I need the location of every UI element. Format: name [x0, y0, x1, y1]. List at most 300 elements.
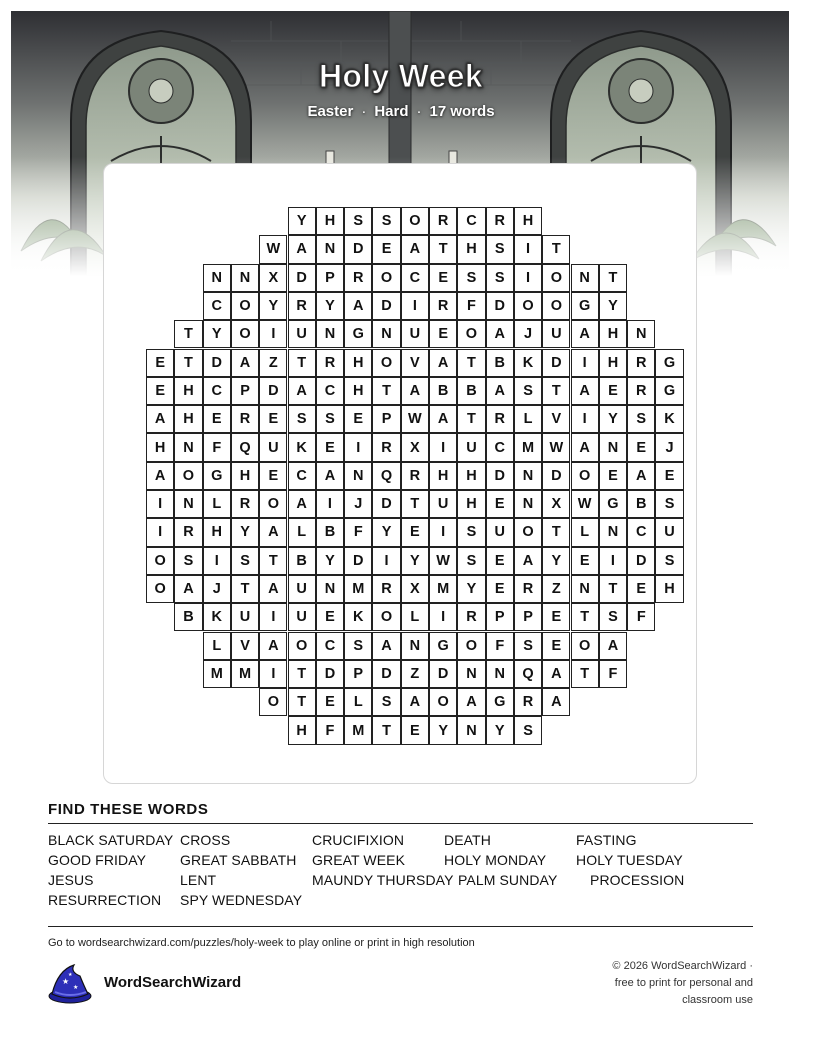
- grid-cell[interactable]: I: [401, 292, 429, 320]
- grid-cell[interactable]: S: [372, 207, 400, 235]
- grid-cell[interactable]: I: [429, 518, 457, 546]
- grid-cell[interactable]: N: [571, 264, 599, 292]
- grid-cell[interactable]: Y: [203, 320, 231, 348]
- grid-cell[interactable]: X: [401, 433, 429, 461]
- grid-cell[interactable]: K: [203, 603, 231, 631]
- grid-cell[interactable]: S: [655, 490, 683, 518]
- grid-cell[interactable]: D: [542, 462, 570, 490]
- grid-cell[interactable]: O: [146, 547, 174, 575]
- grid-cell[interactable]: V: [542, 405, 570, 433]
- grid-cell[interactable]: I: [259, 660, 287, 688]
- grid-cell[interactable]: W: [259, 235, 287, 263]
- grid-cell[interactable]: U: [655, 518, 683, 546]
- grid-cell[interactable]: U: [429, 490, 457, 518]
- grid-cell[interactable]: N: [316, 320, 344, 348]
- grid-cell[interactable]: C: [457, 207, 485, 235]
- grid-cell[interactable]: T: [542, 377, 570, 405]
- grid-cell[interactable]: A: [316, 462, 344, 490]
- grid-cell[interactable]: H: [457, 490, 485, 518]
- grid-cell[interactable]: O: [429, 688, 457, 716]
- grid-cell[interactable]: C: [486, 433, 514, 461]
- grid-cell[interactable]: H: [203, 518, 231, 546]
- grid-cell[interactable]: U: [288, 320, 316, 348]
- grid-cell[interactable]: Q: [231, 433, 259, 461]
- grid-cell[interactable]: A: [486, 377, 514, 405]
- grid-cell[interactable]: N: [231, 264, 259, 292]
- grid-cell[interactable]: I: [429, 603, 457, 631]
- grid-cell[interactable]: J: [514, 320, 542, 348]
- grid-cell[interactable]: W: [429, 547, 457, 575]
- grid-cell[interactable]: R: [486, 405, 514, 433]
- grid-cell[interactable]: O: [457, 632, 485, 660]
- grid-cell[interactable]: A: [571, 433, 599, 461]
- grid-cell[interactable]: I: [514, 235, 542, 263]
- grid-cell[interactable]: T: [429, 235, 457, 263]
- grid-cell[interactable]: H: [599, 320, 627, 348]
- grid-cell[interactable]: U: [288, 575, 316, 603]
- grid-cell[interactable]: A: [429, 349, 457, 377]
- grid-cell[interactable]: M: [344, 716, 372, 744]
- grid-cell[interactable]: E: [344, 405, 372, 433]
- grid-cell[interactable]: S: [457, 264, 485, 292]
- grid-cell[interactable]: L: [344, 688, 372, 716]
- grid-cell[interactable]: D: [486, 292, 514, 320]
- grid-cell[interactable]: R: [401, 462, 429, 490]
- grid-cell[interactable]: Y: [599, 292, 627, 320]
- grid-cell[interactable]: B: [457, 377, 485, 405]
- grid-cell[interactable]: H: [457, 462, 485, 490]
- grid-cell[interactable]: O: [288, 632, 316, 660]
- grid-cell[interactable]: T: [542, 235, 570, 263]
- grid-cell[interactable]: O: [542, 292, 570, 320]
- grid-cell[interactable]: B: [174, 603, 202, 631]
- grid-cell[interactable]: W: [401, 405, 429, 433]
- grid-cell[interactable]: S: [655, 547, 683, 575]
- grid-cell[interactable]: N: [514, 462, 542, 490]
- grid-cell[interactable]: S: [288, 405, 316, 433]
- grid-cell[interactable]: I: [429, 433, 457, 461]
- grid-cell[interactable]: Y: [457, 575, 485, 603]
- grid-cell[interactable]: R: [627, 349, 655, 377]
- grid-cell[interactable]: Z: [401, 660, 429, 688]
- grid-cell[interactable]: O: [146, 575, 174, 603]
- grid-cell[interactable]: T: [174, 349, 202, 377]
- grid-cell[interactable]: T: [457, 405, 485, 433]
- grid-cell[interactable]: D: [542, 349, 570, 377]
- grid-cell[interactable]: R: [457, 603, 485, 631]
- grid-cell[interactable]: T: [288, 688, 316, 716]
- grid-cell[interactable]: S: [514, 632, 542, 660]
- grid-cell[interactable]: L: [203, 632, 231, 660]
- grid-cell[interactable]: E: [372, 235, 400, 263]
- grid-cell[interactable]: V: [401, 349, 429, 377]
- grid-cell[interactable]: F: [486, 632, 514, 660]
- grid-cell[interactable]: S: [174, 547, 202, 575]
- grid-cell[interactable]: U: [401, 320, 429, 348]
- grid-cell[interactable]: Q: [372, 462, 400, 490]
- grid-cell[interactable]: N: [457, 716, 485, 744]
- grid-cell[interactable]: A: [288, 377, 316, 405]
- grid-cell[interactable]: P: [372, 405, 400, 433]
- grid-cell[interactable]: I: [571, 405, 599, 433]
- grid-cell[interactable]: E: [486, 547, 514, 575]
- grid-cell[interactable]: Y: [316, 292, 344, 320]
- grid-cell[interactable]: E: [542, 603, 570, 631]
- grid-cell[interactable]: W: [571, 490, 599, 518]
- grid-cell[interactable]: H: [655, 575, 683, 603]
- grid-cell[interactable]: L: [288, 518, 316, 546]
- grid-cell[interactable]: F: [627, 603, 655, 631]
- grid-cell[interactable]: L: [203, 490, 231, 518]
- grid-cell[interactable]: B: [486, 349, 514, 377]
- grid-cell[interactable]: Y: [259, 292, 287, 320]
- grid-cell[interactable]: A: [457, 688, 485, 716]
- grid-cell[interactable]: Y: [316, 547, 344, 575]
- grid-cell[interactable]: E: [429, 264, 457, 292]
- grid-cell[interactable]: S: [486, 235, 514, 263]
- grid-cell[interactable]: H: [344, 377, 372, 405]
- grid-cell[interactable]: S: [627, 405, 655, 433]
- grid-cell[interactable]: A: [146, 462, 174, 490]
- grid-cell[interactable]: G: [429, 632, 457, 660]
- grid-cell[interactable]: A: [627, 462, 655, 490]
- grid-cell[interactable]: A: [571, 320, 599, 348]
- grid-cell[interactable]: B: [288, 547, 316, 575]
- grid-cell[interactable]: A: [174, 575, 202, 603]
- grid-cell[interactable]: S: [457, 547, 485, 575]
- grid-cell[interactable]: A: [259, 632, 287, 660]
- grid-cell[interactable]: I: [599, 547, 627, 575]
- grid-cell[interactable]: R: [372, 433, 400, 461]
- grid-cell[interactable]: N: [571, 575, 599, 603]
- grid-cell[interactable]: Y: [599, 405, 627, 433]
- grid-cell[interactable]: T: [259, 547, 287, 575]
- grid-cell[interactable]: G: [344, 320, 372, 348]
- grid-cell[interactable]: E: [259, 462, 287, 490]
- grid-cell[interactable]: C: [316, 632, 344, 660]
- grid-cell[interactable]: K: [288, 433, 316, 461]
- grid-cell[interactable]: F: [316, 716, 344, 744]
- grid-cell[interactable]: N: [316, 575, 344, 603]
- grid-cell[interactable]: R: [344, 264, 372, 292]
- grid-cell[interactable]: T: [542, 518, 570, 546]
- grid-cell[interactable]: F: [203, 433, 231, 461]
- grid-cell[interactable]: A: [429, 405, 457, 433]
- grid-cell[interactable]: O: [571, 632, 599, 660]
- grid-cell[interactable]: O: [571, 462, 599, 490]
- grid-cell[interactable]: T: [599, 575, 627, 603]
- grid-cell[interactable]: H: [316, 207, 344, 235]
- grid-cell[interactable]: E: [316, 603, 344, 631]
- grid-cell[interactable]: Z: [259, 349, 287, 377]
- grid-cell[interactable]: A: [288, 235, 316, 263]
- grid-cell[interactable]: E: [486, 575, 514, 603]
- grid-cell[interactable]: G: [486, 688, 514, 716]
- grid-cell[interactable]: V: [231, 632, 259, 660]
- grid-cell[interactable]: E: [316, 688, 344, 716]
- grid-cell[interactable]: Y: [542, 547, 570, 575]
- grid-cell[interactable]: U: [259, 433, 287, 461]
- grid-cell[interactable]: R: [316, 349, 344, 377]
- grid-cell[interactable]: D: [429, 660, 457, 688]
- grid-cell[interactable]: Y: [372, 518, 400, 546]
- grid-cell[interactable]: H: [174, 377, 202, 405]
- grid-cell[interactable]: O: [259, 490, 287, 518]
- grid-cell[interactable]: D: [486, 462, 514, 490]
- grid-cell[interactable]: O: [372, 264, 400, 292]
- grid-cell[interactable]: R: [231, 405, 259, 433]
- grid-cell[interactable]: U: [486, 518, 514, 546]
- grid-cell[interactable]: E: [401, 518, 429, 546]
- grid-cell[interactable]: G: [599, 490, 627, 518]
- grid-cell[interactable]: D: [372, 660, 400, 688]
- grid-cell[interactable]: F: [599, 660, 627, 688]
- grid-cell[interactable]: A: [288, 490, 316, 518]
- grid-cell[interactable]: H: [231, 462, 259, 490]
- grid-cell[interactable]: H: [514, 207, 542, 235]
- grid-cell[interactable]: R: [514, 575, 542, 603]
- grid-cell[interactable]: K: [514, 349, 542, 377]
- grid-cell[interactable]: E: [146, 349, 174, 377]
- grid-cell[interactable]: T: [288, 349, 316, 377]
- grid-cell[interactable]: H: [174, 405, 202, 433]
- grid-cell[interactable]: A: [344, 292, 372, 320]
- grid-cell[interactable]: S: [457, 518, 485, 546]
- grid-cell[interactable]: D: [316, 660, 344, 688]
- grid-cell[interactable]: N: [203, 264, 231, 292]
- grid-cell[interactable]: B: [429, 377, 457, 405]
- grid-cell[interactable]: S: [316, 405, 344, 433]
- grid-cell[interactable]: L: [514, 405, 542, 433]
- grid-cell[interactable]: R: [372, 575, 400, 603]
- grid-cell[interactable]: S: [514, 716, 542, 744]
- grid-cell[interactable]: N: [174, 433, 202, 461]
- grid-cell[interactable]: O: [174, 462, 202, 490]
- grid-cell[interactable]: R: [486, 207, 514, 235]
- grid-cell[interactable]: N: [316, 235, 344, 263]
- grid-cell[interactable]: O: [514, 518, 542, 546]
- grid-cell[interactable]: P: [344, 660, 372, 688]
- grid-cell[interactable]: T: [231, 575, 259, 603]
- grid-cell[interactable]: A: [401, 688, 429, 716]
- grid-cell[interactable]: G: [203, 462, 231, 490]
- grid-cell[interactable]: R: [514, 688, 542, 716]
- grid-cell[interactable]: X: [542, 490, 570, 518]
- grid-cell[interactable]: U: [542, 320, 570, 348]
- grid-cell[interactable]: E: [203, 405, 231, 433]
- grid-cell[interactable]: M: [231, 660, 259, 688]
- grid-cell[interactable]: K: [344, 603, 372, 631]
- grid-cell[interactable]: H: [288, 716, 316, 744]
- grid-cell[interactable]: S: [344, 632, 372, 660]
- grid-cell[interactable]: E: [571, 547, 599, 575]
- grid-cell[interactable]: I: [259, 603, 287, 631]
- grid-cell[interactable]: Y: [231, 518, 259, 546]
- grid-cell[interactable]: Z: [542, 575, 570, 603]
- grid-cell[interactable]: I: [259, 320, 287, 348]
- grid-cell[interactable]: E: [146, 377, 174, 405]
- grid-cell[interactable]: T: [372, 716, 400, 744]
- grid-cell[interactable]: O: [372, 603, 400, 631]
- grid-cell[interactable]: J: [203, 575, 231, 603]
- grid-cell[interactable]: O: [372, 349, 400, 377]
- grid-cell[interactable]: X: [259, 264, 287, 292]
- grid-cell[interactable]: J: [344, 490, 372, 518]
- grid-cell[interactable]: Y: [401, 547, 429, 575]
- grid-cell[interactable]: C: [627, 518, 655, 546]
- grid-cell[interactable]: E: [542, 632, 570, 660]
- grid-cell[interactable]: A: [514, 547, 542, 575]
- grid-cell[interactable]: T: [174, 320, 202, 348]
- grid-cell[interactable]: O: [259, 688, 287, 716]
- grid-cell[interactable]: O: [231, 320, 259, 348]
- grid-cell[interactable]: E: [599, 462, 627, 490]
- grid-cell[interactable]: E: [316, 433, 344, 461]
- grid-cell[interactable]: Q: [514, 660, 542, 688]
- grid-cell[interactable]: C: [203, 292, 231, 320]
- grid-cell[interactable]: H: [457, 235, 485, 263]
- grid-cell[interactable]: Y: [486, 716, 514, 744]
- grid-cell[interactable]: A: [401, 235, 429, 263]
- grid-cell[interactable]: A: [599, 632, 627, 660]
- grid-cell[interactable]: D: [344, 235, 372, 263]
- grid-cell[interactable]: G: [655, 349, 683, 377]
- grid-cell[interactable]: D: [203, 349, 231, 377]
- grid-cell[interactable]: A: [542, 660, 570, 688]
- grid-cell[interactable]: S: [486, 264, 514, 292]
- grid-cell[interactable]: S: [344, 207, 372, 235]
- grid-cell[interactable]: T: [571, 660, 599, 688]
- grid-cell[interactable]: A: [146, 405, 174, 433]
- grid-cell[interactable]: I: [203, 547, 231, 575]
- grid-cell[interactable]: M: [514, 433, 542, 461]
- grid-cell[interactable]: T: [401, 490, 429, 518]
- grid-cell[interactable]: O: [542, 264, 570, 292]
- grid-cell[interactable]: N: [514, 490, 542, 518]
- grid-cell[interactable]: E: [486, 490, 514, 518]
- grid-cell[interactable]: P: [231, 377, 259, 405]
- grid-cell[interactable]: C: [316, 377, 344, 405]
- grid-cell[interactable]: O: [514, 292, 542, 320]
- grid-cell[interactable]: K: [655, 405, 683, 433]
- grid-cell[interactable]: C: [401, 264, 429, 292]
- grid-cell[interactable]: R: [288, 292, 316, 320]
- letter-grid[interactable]: [146, 207, 684, 744]
- grid-cell[interactable]: D: [259, 377, 287, 405]
- grid-cell[interactable]: O: [231, 292, 259, 320]
- grid-cell[interactable]: S: [514, 377, 542, 405]
- grid-cell[interactable]: I: [316, 490, 344, 518]
- grid-cell[interactable]: B: [627, 490, 655, 518]
- grid-cell[interactable]: R: [174, 518, 202, 546]
- grid-cell[interactable]: S: [231, 547, 259, 575]
- grid-cell[interactable]: E: [655, 462, 683, 490]
- grid-cell[interactable]: A: [372, 632, 400, 660]
- grid-cell[interactable]: D: [372, 292, 400, 320]
- grid-cell[interactable]: T: [571, 603, 599, 631]
- grid-cell[interactable]: E: [429, 320, 457, 348]
- grid-cell[interactable]: A: [231, 349, 259, 377]
- grid-cell[interactable]: A: [259, 575, 287, 603]
- grid-cell[interactable]: U: [231, 603, 259, 631]
- grid-cell[interactable]: L: [571, 518, 599, 546]
- grid-cell[interactable]: W: [542, 433, 570, 461]
- grid-cell[interactable]: S: [372, 688, 400, 716]
- grid-cell[interactable]: D: [372, 490, 400, 518]
- grid-cell[interactable]: I: [146, 518, 174, 546]
- grid-cell[interactable]: O: [457, 320, 485, 348]
- grid-cell[interactable]: N: [486, 660, 514, 688]
- grid-cell[interactable]: U: [288, 603, 316, 631]
- grid-cell[interactable]: O: [401, 207, 429, 235]
- grid-cell[interactable]: E: [627, 575, 655, 603]
- grid-cell[interactable]: Y: [429, 716, 457, 744]
- grid-cell[interactable]: A: [486, 320, 514, 348]
- grid-cell[interactable]: M: [344, 575, 372, 603]
- grid-cell[interactable]: X: [401, 575, 429, 603]
- grid-cell[interactable]: E: [627, 433, 655, 461]
- grid-cell[interactable]: A: [259, 518, 287, 546]
- grid-cell[interactable]: F: [344, 518, 372, 546]
- grid-cell[interactable]: M: [203, 660, 231, 688]
- grid-cell[interactable]: U: [457, 433, 485, 461]
- grid-cell[interactable]: T: [457, 349, 485, 377]
- grid-cell[interactable]: G: [655, 377, 683, 405]
- grid-cell[interactable]: N: [344, 462, 372, 490]
- grid-cell[interactable]: J: [655, 433, 683, 461]
- grid-cell[interactable]: I: [146, 490, 174, 518]
- grid-cell[interactable]: L: [401, 603, 429, 631]
- grid-cell[interactable]: H: [344, 349, 372, 377]
- grid-cell[interactable]: N: [599, 518, 627, 546]
- grid-cell[interactable]: P: [486, 603, 514, 631]
- grid-cell[interactable]: T: [288, 660, 316, 688]
- grid-cell[interactable]: S: [599, 603, 627, 631]
- grid-cell[interactable]: A: [542, 688, 570, 716]
- grid-cell[interactable]: I: [372, 547, 400, 575]
- grid-cell[interactable]: N: [174, 490, 202, 518]
- grid-cell[interactable]: E: [259, 405, 287, 433]
- grid-cell[interactable]: B: [316, 518, 344, 546]
- grid-cell[interactable]: I: [571, 349, 599, 377]
- grid-cell[interactable]: R: [429, 292, 457, 320]
- grid-cell[interactable]: T: [599, 264, 627, 292]
- grid-cell[interactable]: P: [316, 264, 344, 292]
- grid-cell[interactable]: P: [514, 603, 542, 631]
- grid-cell[interactable]: R: [429, 207, 457, 235]
- grid-cell[interactable]: N: [599, 433, 627, 461]
- grid-cell[interactable]: H: [146, 433, 174, 461]
- grid-cell[interactable]: R: [231, 490, 259, 518]
- grid-cell[interactable]: A: [401, 377, 429, 405]
- grid-cell[interactable]: G: [571, 292, 599, 320]
- grid-cell[interactable]: D: [288, 264, 316, 292]
- grid-cell[interactable]: N: [627, 320, 655, 348]
- grid-cell[interactable]: N: [372, 320, 400, 348]
- grid-cell[interactable]: N: [401, 632, 429, 660]
- grid-cell[interactable]: M: [429, 575, 457, 603]
- grid-cell[interactable]: F: [457, 292, 485, 320]
- grid-cell[interactable]: E: [401, 716, 429, 744]
- grid-cell[interactable]: Y: [288, 207, 316, 235]
- grid-cell[interactable]: A: [571, 377, 599, 405]
- grid-cell[interactable]: E: [599, 377, 627, 405]
- grid-cell[interactable]: D: [344, 547, 372, 575]
- grid-cell[interactable]: R: [627, 377, 655, 405]
- grid-cell[interactable]: C: [203, 377, 231, 405]
- grid-cell[interactable]: I: [514, 264, 542, 292]
- grid-cell[interactable]: C: [288, 462, 316, 490]
